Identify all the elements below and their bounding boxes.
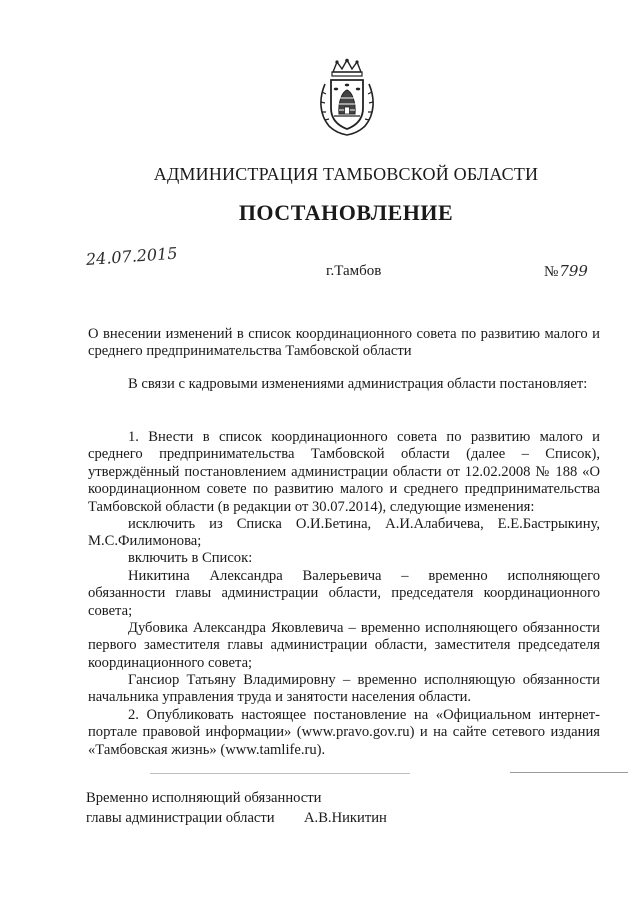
scan-artifact-line: [150, 773, 410, 774]
number-prefix: №: [544, 264, 559, 280]
exclude-paragraph: исключить из Списка О.И.Бетина, А.И.Алабичева, Е.Е.Бастрыкину, М.С.Филимонова;: [88, 516, 600, 550]
clause-1-paragraph: 1. Внести в список координационного совета по развитию малого и среднего предпринимательства Тамбовской области (далее – Список), утверждённый постановлением администрации области от 12.02.2008 № 188 «О координационном совете по развитию малого и среднего предпринимательства Тамбовской области (в редакции от 30.07.2014), следующие изменения:: [88, 429, 600, 515]
city-label: г.Тамбов: [326, 263, 382, 279]
signatory-name: А.В.Никитин: [304, 810, 387, 826]
preamble-paragraph: В связи с кадровыми изменениями администрация области постановляет:: [128, 376, 588, 392]
organization-title: АДМИНИСТРАЦИЯ ТАМБОВСКОЙ ОБЛАСТИ: [153, 164, 539, 184]
include-paragraph: включить в Список:: [128, 550, 253, 566]
scan-artifact-line: [510, 772, 628, 773]
document-subject: О внесении изменений в список координационного совета по развитию малого и среднего предпринимательства Тамбовской области: [88, 326, 600, 360]
handwritten-date: 24.07.2015: [85, 243, 179, 269]
member-gansior-paragraph: Гансиор Татьяну Владимировну – временно исполняющую обязанности начальника управления труда и занятости населения области.: [88, 672, 600, 706]
signatory-title-line-1: Временно исполняющий обязанности: [86, 790, 322, 806]
document-number: [544, 262, 588, 281]
signatory-title: [86, 788, 321, 828]
coat-of-arms-icon: [315, 58, 379, 138]
document-type-heading: ПОСТАНОВЛЕНИЕ: [238, 200, 454, 225]
signatory-title-line-2: главы администрации области: [86, 810, 275, 826]
handwritten-number: 799: [559, 262, 588, 280]
clause-2-paragraph: 2. Опубликовать настоящее постановление на «Официальном интернет-портале правовой информации» (www.pravo.gov.ru) и на сайте сетевого издания «Тамбовская жизнь» (www.tamlife.ru).: [88, 707, 600, 758]
member-nikitin-paragraph: Никитина Александра Валерьевича – временно исполняющего обязанности главы администрации области, председателя координационного совета;: [88, 568, 600, 619]
member-dubovik-paragraph: Дубовика Александра Яковлевича – временно исполняющего обязанности первого заместителя главы администрации области, заместителя председателя координационного совета;: [88, 620, 600, 671]
